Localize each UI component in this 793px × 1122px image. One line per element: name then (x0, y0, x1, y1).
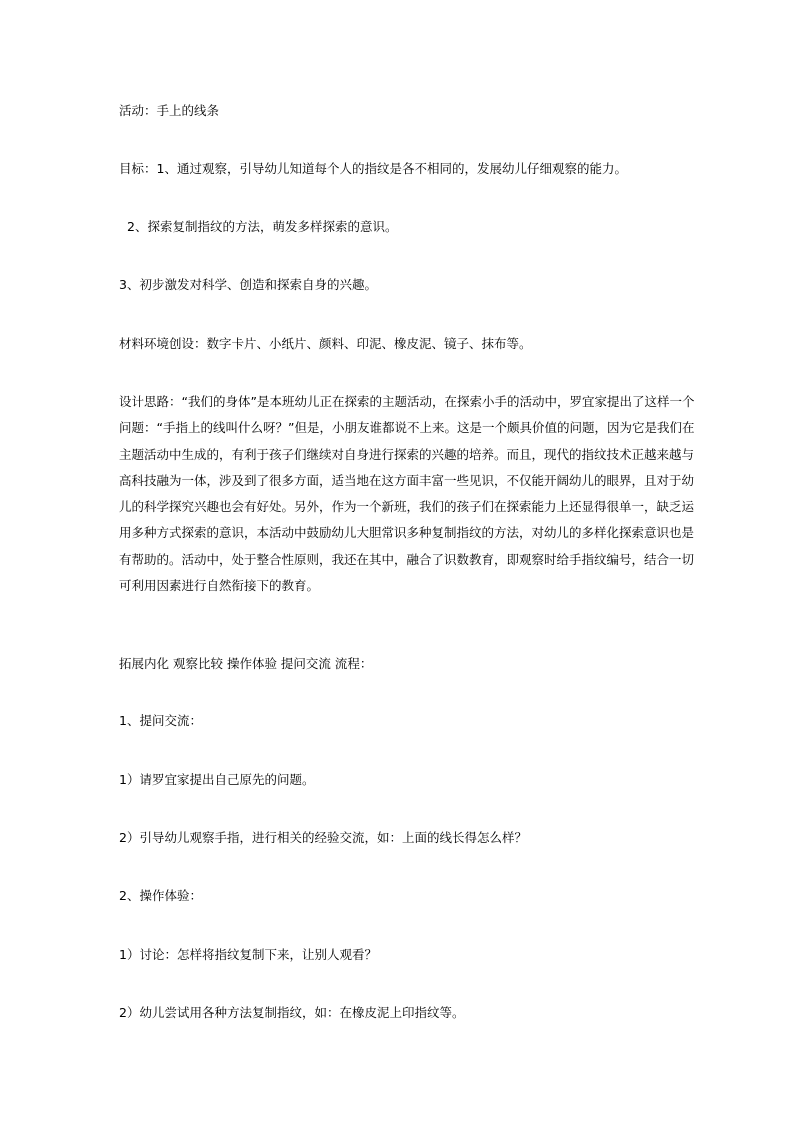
flow-heading: 拓展内化 观察比较 操作体验 提问交流 流程： (119, 656, 373, 671)
design-line: 主题活动中生成的，有利于孩子们继续对自身进行探索的兴趣的培养。而且，现代的指纹技术正越来越与 (119, 446, 695, 462)
step-1-heading: 1、提问交流： (119, 713, 202, 728)
goal-1: 目标：1、通过观察，引导幼儿知道每个人的指纹是各不相同的，发展幼儿仔细观察的能力。 (119, 161, 627, 176)
design-line: 设计思路：“我们的身体”是本班幼儿正在探索的主题活动，在探索小手的活动中，罗宜家提出了这样一个 (119, 394, 695, 409)
goal-3: 3、初步激发对科学、创造和探索自身的兴趣。 (119, 277, 377, 292)
design-line: 高科技融为一体，涉及到了很多方面，适当地在这方面丰富一些见识，不仅能开阔幼儿的眼界，且对于幼 (119, 472, 695, 488)
design-line: 可利用因素进行自然衔接下的教育。 (119, 578, 320, 594)
step-2-item-1: 1）讨论：怎样将指纹复制下来，让别人观看？ (119, 947, 377, 962)
activity-title: 活动：手上的线条 (119, 103, 220, 118)
design-rationale (119, 389, 695, 599)
materials: 材料环境创设：数字卡片、小纸片、颜料、印泥、橡皮泥、镜子、抹布等。 (119, 336, 532, 351)
design-line: 用多种方式探索的意识，本活动中鼓励幼儿大胆常识多种复制指纹的方法，对幼儿的多样化探索意识也是 (119, 525, 695, 541)
design-line: 问题：“手指上的线叫什么呀？”但是，小朋友谁都说不上来。这是一个颇具价值的问题，因为它是我们在 (119, 420, 695, 436)
goal-2: 2、探索复制指纹的方法，萌发多样探索的意识。 (127, 219, 398, 234)
step-2-heading: 2、操作体验： (119, 888, 202, 903)
step-2-item-2: 2）幼儿尝试用各种方法复制指纹，如：在橡皮泥上印指纹等。 (119, 1005, 465, 1020)
step-1-item-1: 1）请罗宜家提出自己原先的问题。 (119, 772, 315, 787)
design-line: 有帮助的。活动中，处于整合性原则，我还在其中，融合了识数教育，即观察时给手指纹编号，结合一切 (119, 551, 695, 567)
design-line: 儿的科学探究兴趣也会有好处。另外，作为一个新班，我们的孩子们在探索能力上还显得很单一，缺乏运 (119, 499, 695, 515)
step-1-item-2: 2）引导幼儿观察手指，进行相关的经验交流，如：上面的线长得怎么样？ (119, 830, 527, 845)
